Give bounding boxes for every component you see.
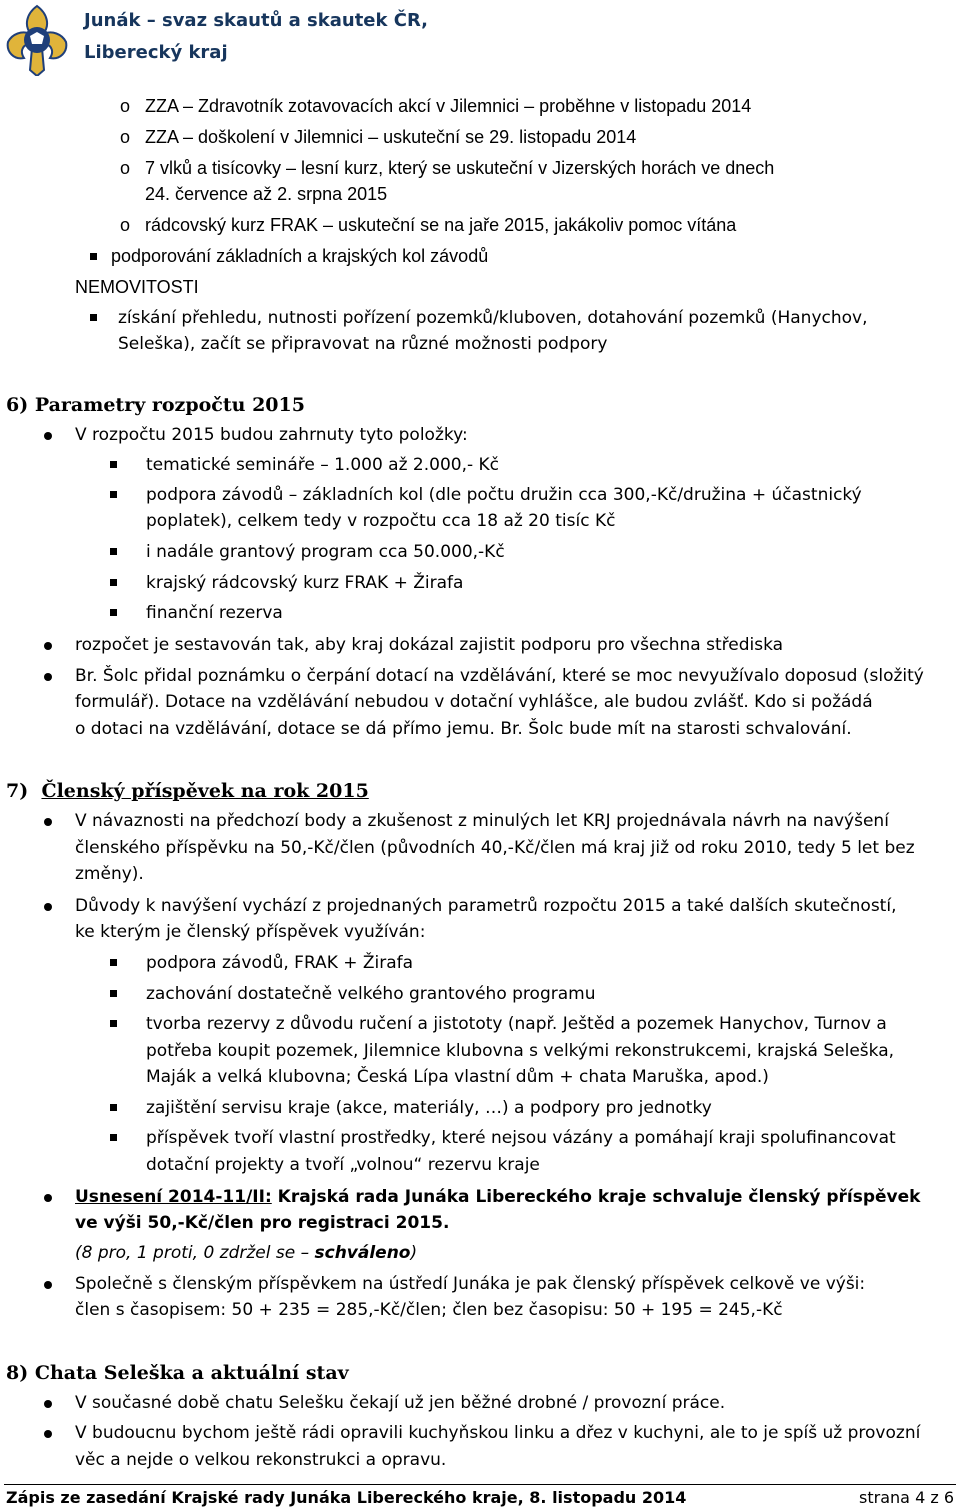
section-7-paragraph-line: Důvody k navýšení vychází z projednaných parametrů rozpočtu 2015 a také dalších skutečností, — [75, 896, 897, 916]
bullet-dot-icon — [44, 432, 52, 440]
resolution-label: Usnesení 2014-11/II: — [75, 1187, 272, 1207]
list-item: ZZA – Zdravotník zotavovacích akcí v Jilemnici – proběhne v listopadu 2014 — [145, 96, 752, 116]
support-line: podporování základních a krajských kol závodů — [111, 246, 489, 266]
vote-result: schváleno — [314, 1243, 411, 1263]
list-bullet: o — [120, 96, 131, 116]
bullet-dot-icon — [44, 1281, 52, 1289]
section-6-intro: V rozpočtu 2015 budou zahrnuty tyto položky: — [75, 425, 468, 445]
square-bullet-icon — [110, 1134, 117, 1141]
section-7-paragraph-line: změny). — [75, 864, 144, 884]
reason-item-continued: dotační projekty a tvoří „volnou“ rezervu kraje — [146, 1155, 540, 1175]
square-bullet-icon — [90, 314, 97, 321]
section-8-heading: 8) Chata Seleška a aktuální stav — [6, 1362, 349, 1384]
fee-total-line: člen s časopisem: 50 + 235 = 285,-Kč/člen; člen bez časopisu: 50 + 195 = 245,-Kč — [75, 1300, 783, 1320]
list-item: rádcovský kurz FRAK – uskuteční se na jaře 2015, jakákoliv pomoc vítána — [145, 215, 737, 235]
fee-total-line: Společně s členským příspěvkem na ústředí Junáka je pak členský příspěvek celkově ve výši: — [75, 1274, 866, 1294]
junak-logo-icon — [4, 4, 70, 76]
reason-item: zajištění servisu kraje (akce, materiály, …) a podpory pro jednotky — [146, 1098, 712, 1118]
vote-counts: (8 pro, 1 proti, 0 zdržel se – — [75, 1243, 315, 1263]
nemovitosti-item: získání přehledu, nutnosti pořízení pozemků/kluboven, dotahování pozemků (Hanychov, — [118, 308, 868, 328]
bullet-dot-icon — [44, 818, 52, 826]
square-bullet-icon — [110, 461, 117, 468]
reason-item-continued: Maják a velká klubovna; Česká Lípa vlastní dům + chata Maruška, apod.) — [146, 1067, 769, 1087]
budget-item: podpora závodů – základních kol (dle počtu družin cca 300,-Kč/družina + účastnický — [146, 485, 862, 505]
budget-item: i nadále grantový program cca 50.000,-Kč — [146, 542, 505, 562]
section-8-paragraph: V současné době chatu Selešku čekají už jen běžné drobné / provozní práce. — [75, 1393, 726, 1413]
bullet-dot-icon — [44, 903, 52, 911]
page-number: strana 4 z 6 — [859, 1488, 954, 1507]
budget-item: tematické semináře – 1.000 až 2.000,- Kč — [146, 455, 500, 475]
resolution-line-continued: ve výši 50,-Kč/člen pro registraci 2015. — [75, 1213, 450, 1233]
square-bullet-icon — [110, 548, 117, 555]
square-bullet-icon — [110, 491, 117, 498]
footer-title: Zápis ze zasedání Krajské rady Junáka Libereckého kraje, 8. listopadu 2014 — [6, 1488, 687, 1507]
list-bullet: o — [120, 215, 131, 235]
section-7-number: 7) — [6, 780, 29, 802]
vote-close: ) — [410, 1243, 418, 1263]
bullet-dot-icon — [44, 1430, 52, 1438]
header-org-line1: Junák – svaz skautů a skautek ČR, — [84, 10, 428, 31]
section-6-note-line: o dotaci na vzdělávání, dotace se dá přímo jemu. Br. Šolc bude mít na starosti schvalování. — [75, 719, 852, 739]
reason-item-continued: potřeba koupit pozemek, Jilemnice klubovna s velkými rekonstrukcemi, krajská Seleška, — [146, 1041, 895, 1061]
square-bullet-icon — [110, 579, 117, 586]
square-bullet-icon — [110, 1104, 117, 1111]
reason-item: podpora závodů, FRAK + Žirafa — [146, 953, 414, 973]
header-org-line2: Liberecký kraj — [84, 42, 228, 63]
list-item: 7 vlků a tisícovky – lesní kurz, který se uskuteční v Jizerských horách ve dnech — [145, 158, 775, 178]
square-bullet-icon — [110, 1020, 117, 1027]
square-bullet-icon — [90, 253, 97, 260]
budget-item-continued: poplatek), celkem tedy v rozpočtu cca 18 až 20 tisíc Kč — [146, 511, 616, 531]
square-bullet-icon — [110, 609, 117, 616]
list-item: ZZA – doškolení v Jilemnici – uskuteční se 29. listopadu 2014 — [145, 127, 637, 147]
bullet-dot-icon — [44, 673, 52, 681]
resolution-text: Krajská rada Junáka Libereckého kraje schvaluje členský příspěvek — [271, 1187, 921, 1207]
section-8-paragraph-line: V budoucnu bychom ještě rádi opravili kuchyňskou linku a dřez v kuchyni, ale to je spíš už provozní — [75, 1423, 921, 1443]
reason-item: tvorba rezervy z důvodu ručení a jistototy (např. Ještěd a pozemek Hanychov, Turnov a — [146, 1014, 887, 1034]
section-8-paragraph-line: věc a nejde o velkou rekonstrukci a opravu. — [75, 1450, 447, 1470]
section-7-paragraph-line: členského příspěvku na 50,-Kč/člen (původních 40,-Kč/člen má kraj již od roku 2010, tedy 5 let bez — [75, 838, 915, 858]
square-bullet-icon — [110, 959, 117, 966]
section-6-paragraph: rozpočet je sestavován tak, aby kraj dokázal zajistit podporu pro všechna střediska — [75, 635, 784, 655]
square-bullet-icon — [110, 990, 117, 997]
nemovitosti-heading: NEMOVITOSTI — [75, 277, 199, 297]
resolution-line — [75, 1187, 920, 1207]
reason-item: příspěvek tvoří vlastní prostředky, které nejsou vázány a pomáhají kraji spolufinancovat — [146, 1128, 896, 1148]
section-7-paragraph-line: V návaznosti na předchozí body a zkušenost z minulých let KRJ projednávala návrh na navýšení — [75, 811, 889, 831]
section-6-heading: 6) Parametry rozpočtu 2015 — [6, 394, 305, 416]
budget-item: krajský rádcovský kurz FRAK + Žirafa — [146, 573, 464, 593]
section-6-note-line: formulář). Dotace na vzdělávání nebudou v dotační vyhlášce, ale budou zvlášť. Kdo si požádá — [75, 692, 873, 712]
list-bullet: o — [120, 158, 131, 178]
list-bullet: o — [120, 127, 131, 147]
section-6-note-line: Br. Šolc přidal poznámku o čerpání dotací na vzdělávání, které se moc nevyužívalo doposud (složitý — [75, 666, 924, 686]
bullet-dot-icon — [44, 1400, 52, 1408]
list-item-continued: 24. července až 2. srpna 2015 — [145, 184, 388, 204]
reason-item: zachování dostatečně velkého grantového programu — [146, 984, 596, 1004]
section-7-title: Členský příspěvek na rok 2015 — [41, 780, 369, 802]
footer-divider — [4, 1484, 956, 1485]
vote-result-line — [75, 1243, 417, 1263]
bullet-dot-icon — [44, 1194, 52, 1202]
section-7-heading — [6, 780, 369, 802]
bullet-dot-icon — [44, 642, 52, 650]
nemovitosti-item-continued: Seleška), začít se připravovat na různé možnosti podpory — [118, 334, 608, 354]
section-7-paragraph-line: ke kterým je členský příspěvek využíván: — [75, 922, 426, 942]
budget-item: finanční rezerva — [146, 603, 283, 623]
